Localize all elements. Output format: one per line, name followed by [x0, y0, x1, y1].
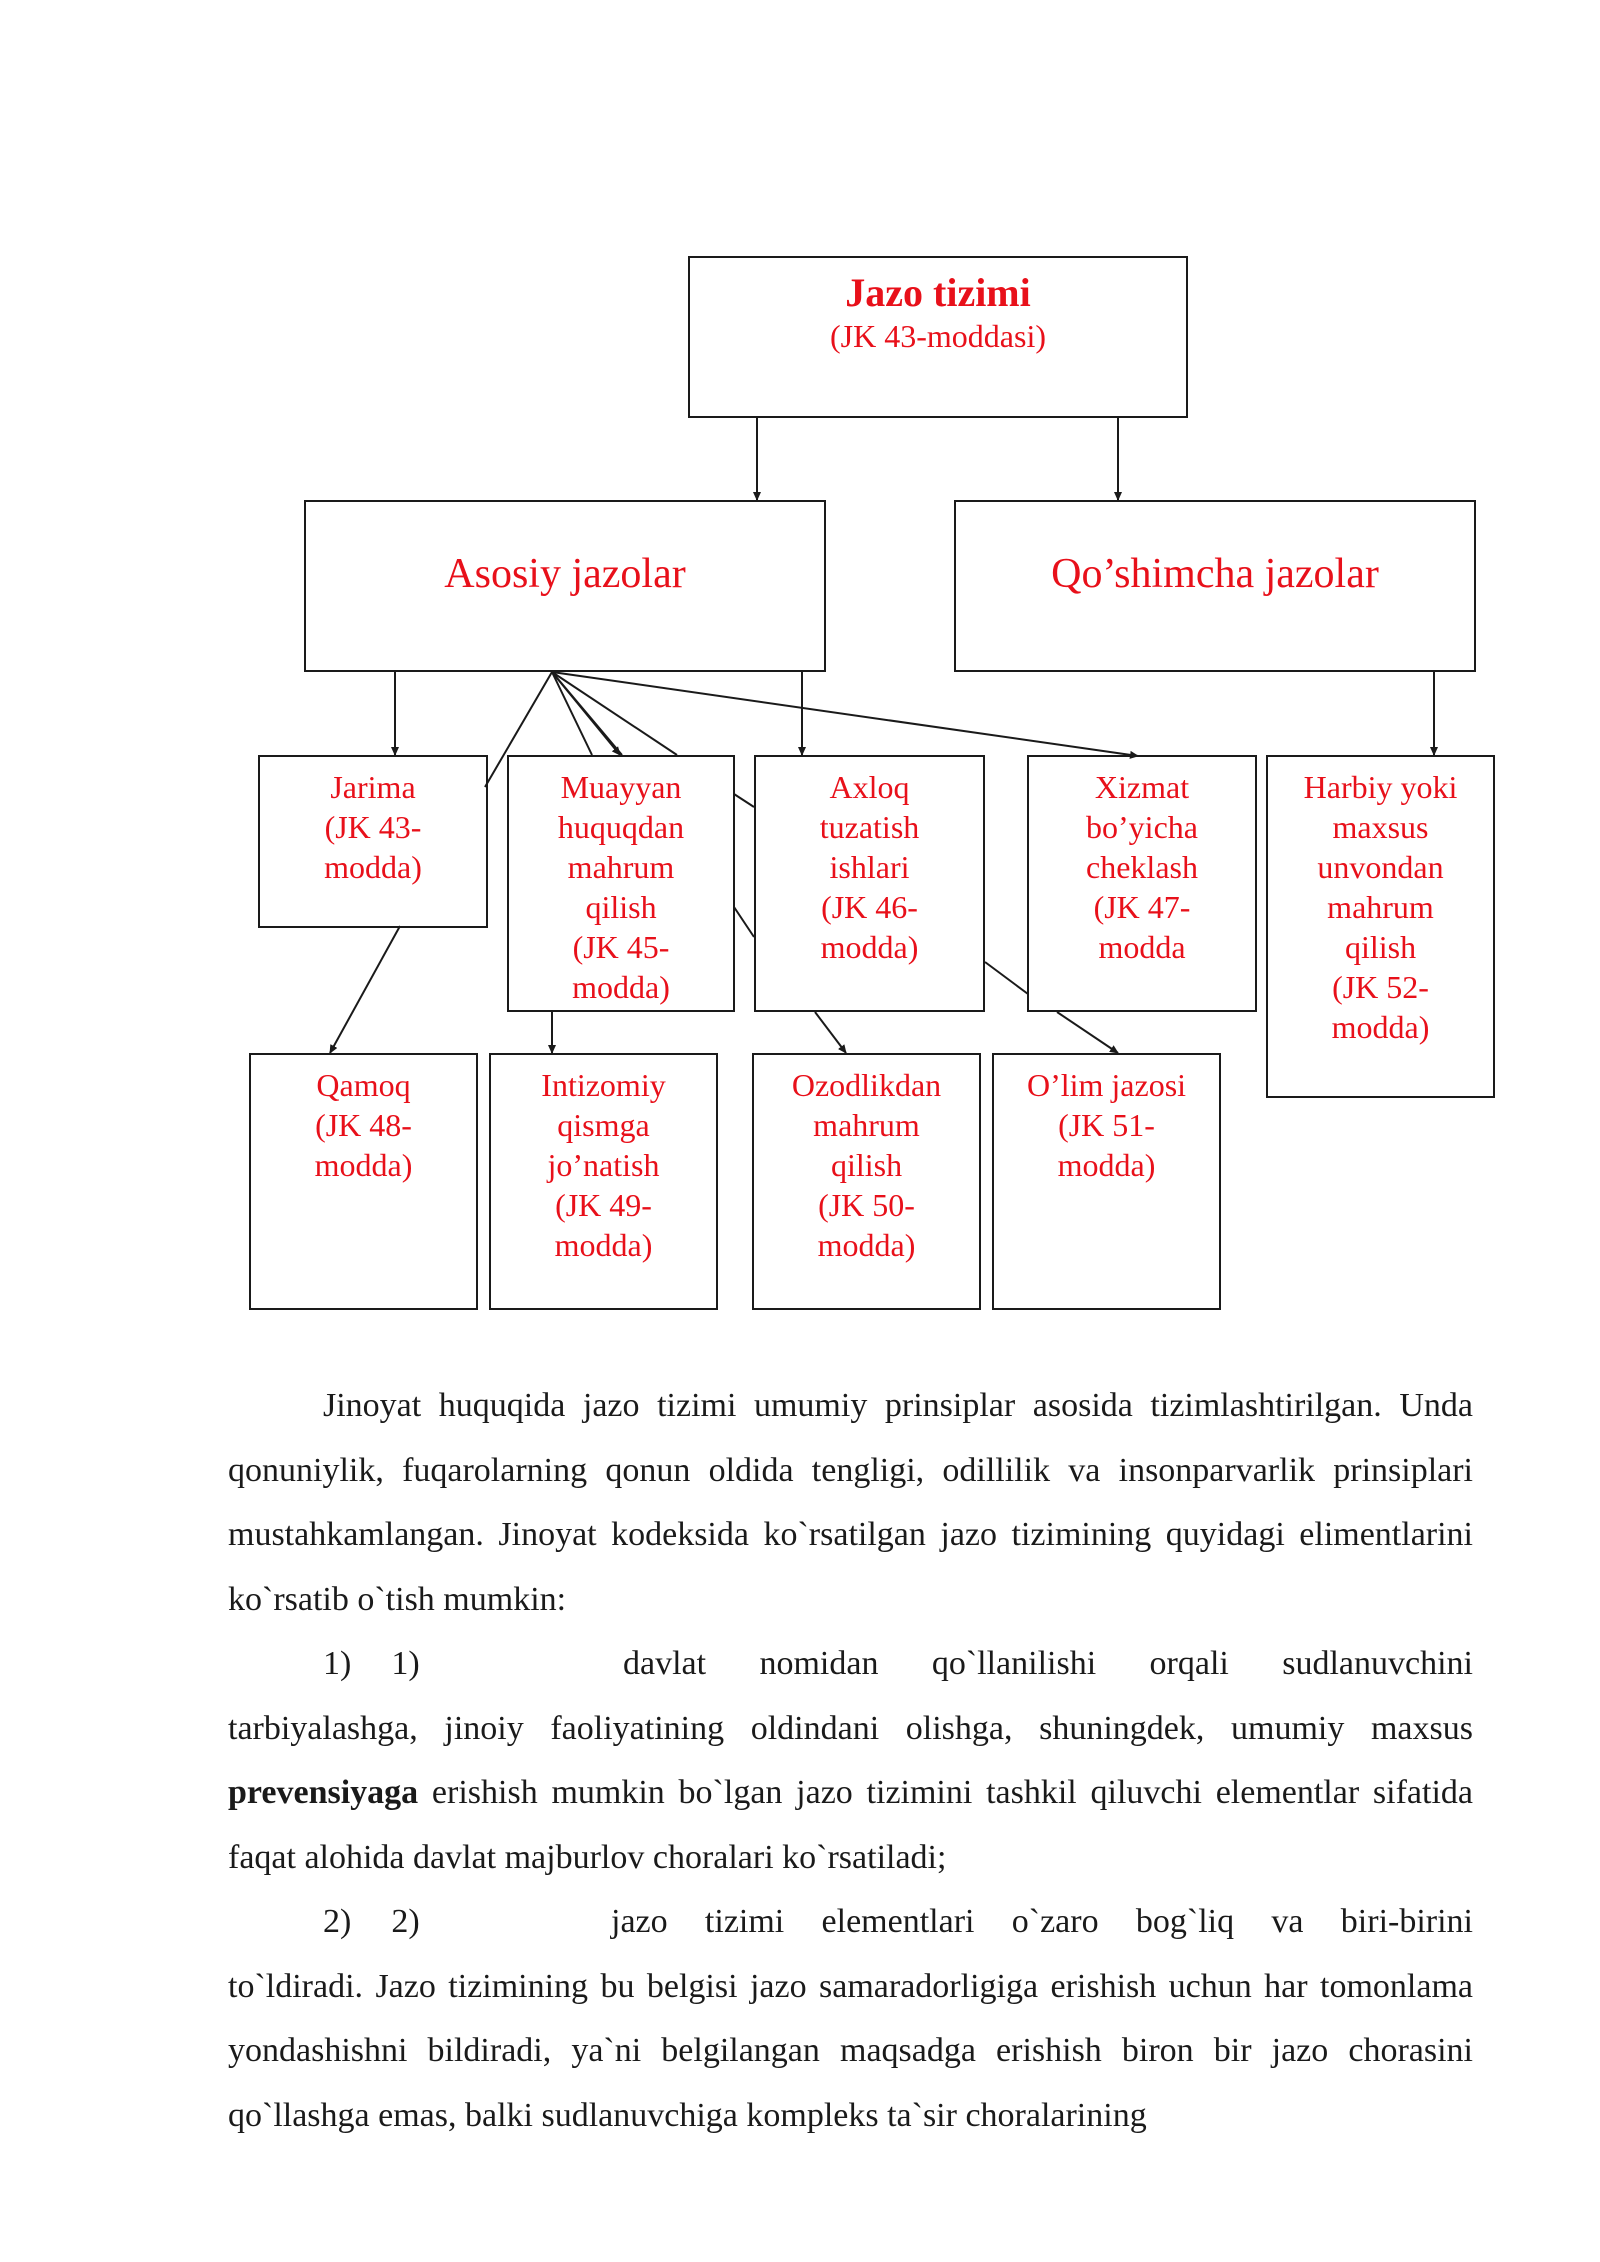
paragraph-intro: Jinoyat huquqida jazo tizimi umumiy prinsiplar asosida tizimlashtirilgan. Unda qonuniylik, fuqarolarning qonun oldida tengligi, odillilik va insonparvarlik prinsiplari mustahkamlangan. Jinoyat kodeksida ko`rsatilgan jazo tizimining quyidagi elimentlarini ko`rsatib o`tish mumkin:: [228, 1387, 1473, 1618]
node-ozodlikdan-label: Ozodlikdan mahrum qilish (JK 50- modda): [791, 1067, 942, 1263]
node-olim-label: O’lim jazosi (JK 51- modda): [1026, 1067, 1187, 1183]
node-olim: [992, 1053, 1221, 1310]
body-text: [228, 1374, 1473, 2148]
item-2-first-text: jazo tizimi elementlari o`zaro bog`liq va biri-birini: [611, 1903, 1473, 1940]
arrow-axloq-to-ozodlikdan: [815, 1012, 846, 1053]
root-title: Jazo tizimi: [845, 270, 1031, 315]
arrow-hub-to-xizmat: [552, 672, 1138, 756]
line-axloq-to-xizmat: [985, 962, 1028, 994]
node-muayyan: [507, 755, 735, 1012]
additional-punishments-label: Qo’shimcha jazolar: [1051, 551, 1379, 597]
main-punishments-node: [304, 500, 826, 672]
item-1-first-line: [228, 1632, 1473, 1697]
item-2-number-a: 2): [323, 1903, 352, 1940]
node-axloq-label: Axloq tuzatish ishlari (JK 46- modda): [819, 769, 920, 965]
item-1-first-text: davlat nomidan qo`llanilishi orqali sudlanuvchini: [623, 1645, 1473, 1682]
node-xizmat-label: Xizmat bo’yicha cheklash (JK 47- modda: [1086, 769, 1198, 965]
item-1-rest-a: tarbiyalashga, jinoiy faoliyatining oldindani olishga, shuningdek, umumiy maxsus: [228, 1709, 1473, 1747]
root-subtitle: (JK 43-moddasi): [830, 318, 1046, 354]
node-harbiy-label: Harbiy yoki maxsus unvondan mahrum qilish (JK 52- modda): [1303, 769, 1458, 1045]
node-harbiy: [1266, 755, 1495, 1098]
item-1-number-b: 1): [391, 1645, 420, 1682]
line-muayyan-to-ozod-a: [734, 794, 754, 807]
node-intizomiy: [489, 1053, 718, 1310]
node-axloq: [754, 755, 985, 1012]
main-punishments-label: Asosiy jazolar: [444, 551, 686, 597]
item-2-number-b: 2): [391, 1903, 420, 1940]
item-1-rest-b: erishish mumkin bo`lgan jazo tizimini tashkil qiluvchi elementlar sifatida faqat alohida davlat majburlov choralari ko`rsatiladi;: [228, 1774, 1474, 1876]
arrow-jarima-to-qamoq: [330, 926, 400, 1053]
node-qamoq: [249, 1053, 478, 1310]
item-1-rest: [228, 1697, 1473, 1891]
node-jarima: [258, 755, 488, 928]
line-muayyan-to-ozod-b: [734, 907, 754, 937]
item-1-bold-term: prevensiyaga: [228, 1774, 419, 1811]
item-2-rest: to`ldiradi. Jazo tizimining bu belgisi jazo samaradorligiga erishish uchun har tomonlama yondashishni bildiradi, ya`ni belgilangan maqsadga erishish biron bir jazo chorasini qo`llashga emas, balki sudlanuvchiga kompleks ta`sir choralarining: [228, 1967, 1473, 2134]
arrow-xizmat-to-olim: [1057, 1012, 1118, 1053]
root-node: [688, 256, 1188, 418]
additional-punishments-node: [954, 500, 1476, 672]
item-1-number-a: 1): [323, 1645, 352, 1682]
node-xizmat: [1027, 755, 1257, 1012]
item-2-first-line: [228, 1890, 1473, 1955]
node-qamoq-label: Qamoq (JK 48- modda): [314, 1067, 413, 1183]
node-ozodlikdan: [752, 1053, 981, 1310]
node-muayyan-label: Muayyan huquqdan mahrum qilish (JK 45- modda): [557, 769, 685, 1005]
node-intizomiy-label: Intizomiy qismga jo’natish (JK 49- modda): [541, 1067, 666, 1263]
line-hub-to-muayyan-3: [552, 672, 677, 755]
node-jarima-label: Jarima (JK 43- modda): [324, 769, 422, 885]
